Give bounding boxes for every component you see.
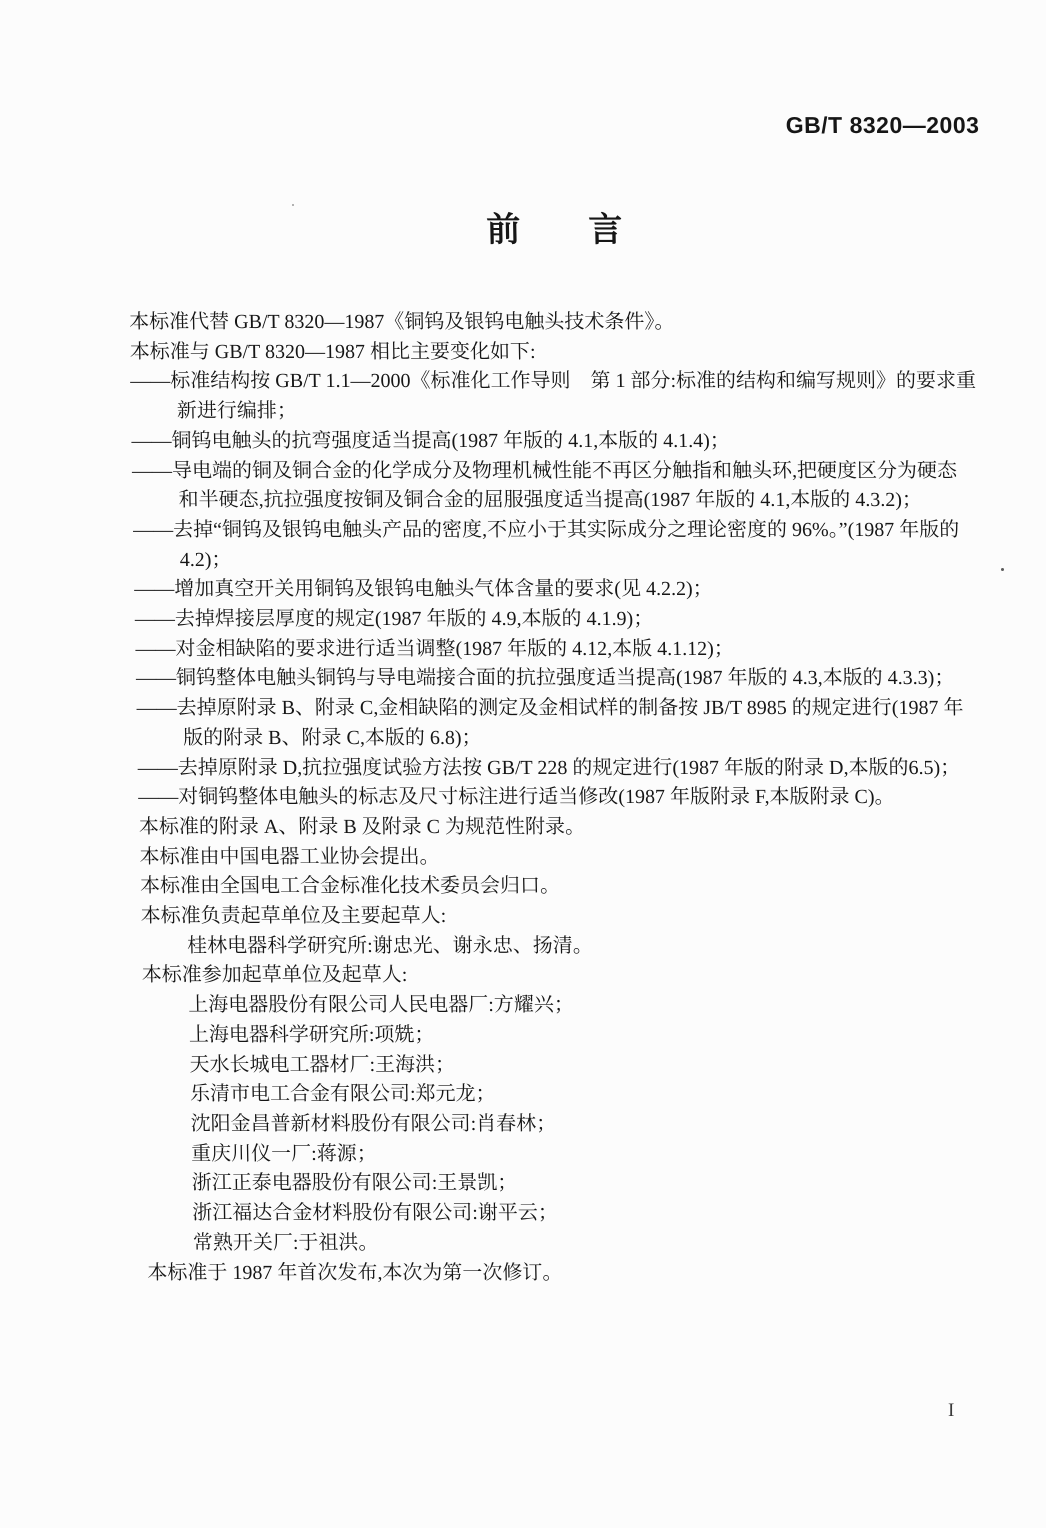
foreword-line: 本标准代替 GB/T 8320—1987《铜钨及银钨电触头技术条件》。	[128, 311, 675, 333]
foreword-line: 沈阳金昌普新材料股份有限公司:肖春林；	[190, 1112, 557, 1135]
foreword-line: 常熟开关厂:于祖洪。	[192, 1231, 379, 1254]
foreword-line: ——去掉焊接层厚度的规定(1987 年版的 4.9,本版的 4.1.9)；	[134, 608, 654, 631]
foreword-line: 本标准于 1987 年首次发布,本次为第一次修订。	[147, 1261, 563, 1284]
foreword-line: 浙江福达合金材料股份有限公司:谢平云；	[192, 1202, 559, 1225]
foreword-line: 本标准由全国电工合金标准化技术委员会归口。	[139, 875, 561, 898]
standard-number: GB/T 8320—2003	[785, 112, 980, 138]
foreword-line: ——铜钨电触头的抗弯强度适当提高(1987 年版的 4.1,本版的 4.1.4)；	[131, 429, 731, 452]
foreword-line: ——导电端的铜及铜合金的化学成分及物理机械性能不再区分触指和触头环,把硬度区分为硬态	[131, 459, 958, 482]
foreword-line: ——标准结构按 GB/T 1.1—2000《标准化工作导则 第 1 部分:标准的结构和编写规则》的要求重	[130, 370, 977, 393]
foreword-line: ——增加真空开关用铜钨及银钨电触头气体含量的要求(见 4.2.2)；	[134, 578, 713, 601]
scan-speck	[292, 204, 294, 206]
foreword-line: ——铜钨整体电触头铜钨与导电端接合面的抗拉强度适当提高(1987 年版的 4.3,本版的 4.3.3)；	[135, 667, 955, 690]
foreword-line: 天水长城电工器材厂:王海洪；	[189, 1053, 456, 1076]
foreword-line: 和半硬态,抗拉强度按铜及铜合金的屈服强度适当提高(1987 年版的 4.1,本版的 4.3.2)；	[178, 489, 923, 512]
foreword-line: 本标准负责起草单位及主要起草人:	[140, 905, 447, 928]
foreword-line: ——去掉“铜钨及银钨电触头产品的密度,不应小于其实际成分之理论密度的 96%。”(1987 年版的	[132, 518, 960, 541]
foreword-line: ——对金相缺陷的要求进行适当调整(1987 年版的 4.12,本版 4.1.12)；	[135, 637, 734, 660]
foreword-line: 桂林电器科学研究所:谢忠光、谢永忠、扬清。	[186, 934, 593, 957]
foreword-line: ——去掉原附录 D,抗拉强度试验方法按 GB/T 228 的规定进行(1987 年版的附录 D,本版的6.5)；	[137, 756, 961, 779]
foreword-line: 新进行编排；	[176, 400, 298, 423]
scan-speck	[1001, 568, 1004, 571]
foreword-line: 乐清市电工合金有限公司:郑元龙；	[189, 1083, 496, 1106]
page-title: 前 言	[486, 211, 623, 249]
foreword-line: 本标准参加起草单位及起草人:	[141, 964, 408, 987]
page-content	[123, 0, 1002, 1288]
foreword-line: 上海电器科学研究所:项兟；	[188, 1023, 435, 1046]
foreword-line: ——对铜钨整体电触头的标志及尺寸标注进行适当修改(1987 年版附录 F,本版附录 C)。	[138, 786, 895, 809]
foreword-line: 4.2)；	[179, 548, 232, 571]
page-number: I	[948, 1400, 955, 1421]
foreword-line: 上海电器股份有限公司人民电器厂:方耀兴；	[188, 994, 575, 1017]
foreword-line: 本标准由中国电器工业协会提出。	[139, 845, 440, 868]
foreword-line: 重庆川仪一厂:蒋源；	[190, 1142, 377, 1165]
foreword-line: 本标准的附录 A、附录 B 及附录 C 为规范性附录。	[138, 815, 586, 838]
foreword-line: 本标准与 GB/T 8320—1987 相比主要变化如下:	[129, 340, 536, 363]
foreword-line: 版的附录 B、附录 C,本版的 6.8)；	[182, 726, 482, 749]
foreword-body	[129, 308, 1002, 1288]
foreword-line: 浙江正泰电器股份有限公司:王景凯；	[191, 1172, 518, 1195]
foreword-line: ——去掉原附录 B、附录 C,金相缺陷的测定及金相试样的制备按 JB/T 8985 的规定进行(1987 年	[136, 697, 964, 720]
